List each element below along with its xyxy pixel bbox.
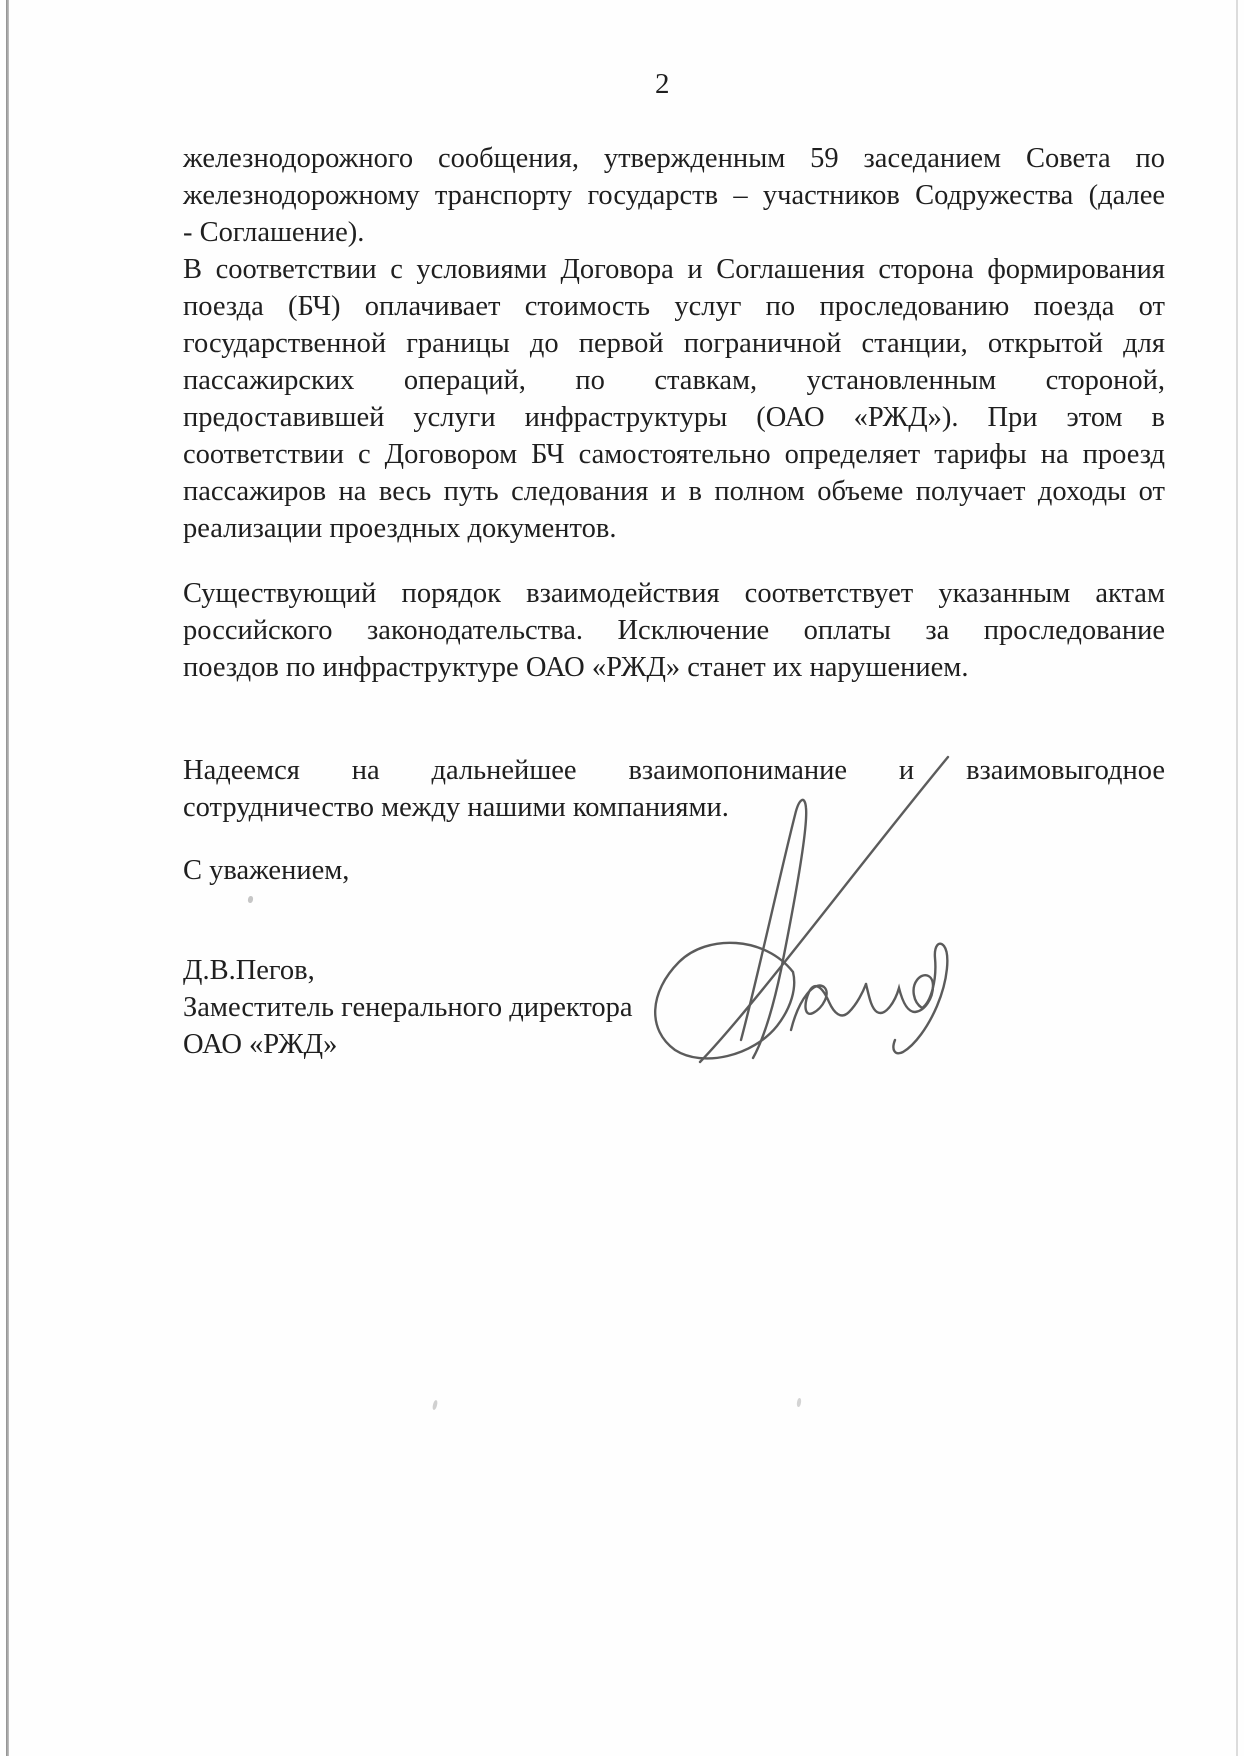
body-line: российского законодательства. Исключение оплаты за проследование [183,615,1165,646]
closing-line: С уважением, [183,855,350,886]
body-line: поезда (БЧ) оплачивает стоимость услуг по проследованию поезда от [183,291,1165,322]
body-line: предоставившей услуги инфраструктуры (ОАО «РЖД»). При этом в [183,402,1165,433]
body-line: поездов по инфраструктуре ОАО «РЖД» станет их нарушением. [183,652,969,683]
scan-speck [796,1398,801,1408]
signer-title: Заместитель генерального директора [183,992,633,1023]
body-line: пассажиров на весь путь следования и в полном объеме получает доходы от [183,476,1165,507]
signature-diagonal-stroke [700,757,948,1062]
handwritten-signature [645,740,970,1070]
signer-company: ОАО «РЖД» [183,1029,338,1060]
scan-right-edge-line [1236,0,1238,1756]
body-line: пассажирских операций, по ставкам, установленным стороной, [183,365,1165,396]
body-line: соответствии с Договором БЧ самостоятельно определяет тарифы на проезд [183,439,1165,470]
scan-left-edge-line [6,0,9,1756]
body-line: В соответствии с условиями Договора и Соглашения сторона формирования [183,254,1165,285]
body-line: сотрудничество между нашими компаниями. [183,792,729,823]
body-line: Существующий порядок взаимодействия соответствует указанным актам [183,578,1165,609]
signature-letters-stroke [791,984,866,1030]
body-line: государственной границы до первой пограничной станции, открытой для [183,328,1165,359]
signature-loop-stroke [741,800,806,1058]
body-line: - Соглашение). [183,217,365,248]
body-line: железнодорожного сообщения, утвержденным 59 заседанием Совета по [183,143,1165,174]
body-line: Надеемся на дальнейшее взаимопонимание и взаимовыгодное [183,755,1165,786]
body-line: реализации проездных документов. [183,513,617,544]
page-number: 2 [655,68,670,100]
body-line: железнодорожному транспорту государств – участников Содружества (далее [183,180,1165,211]
scan-speck [432,1400,438,1411]
signer-name: Д.В.Пегов, [183,955,315,986]
